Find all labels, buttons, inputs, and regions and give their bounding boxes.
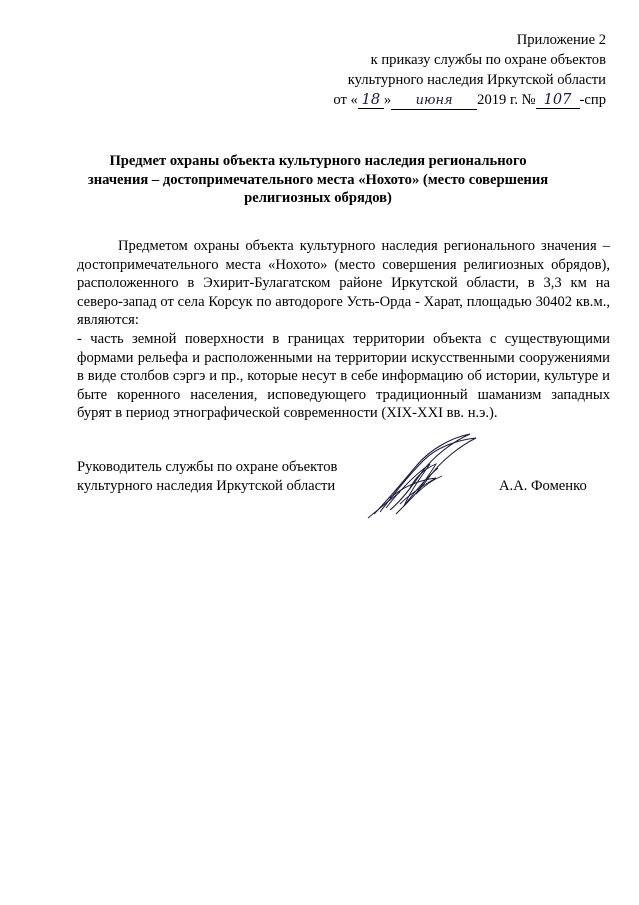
body-paragraph-intro: Предметом охраны объекта культурного наследия регионального значения – достопримечательного места «Нохото» (место совершения религиозных обрядов), расположенного в Эхирит-Булагатском районе Иркутской области, в 3,3 км на северо-запад от села Корсук по автодороге Усть-Орда - Харат, площадью 30402 кв.м., являются: — [77, 238, 610, 329]
signatory-role — [77, 458, 337, 496]
handwritten-order-number: 107 — [536, 92, 580, 109]
signatory-name: А.А. Фоменко — [499, 478, 587, 494]
appendix-header — [186, 30, 606, 110]
date-prefix: от « — [333, 92, 358, 108]
signatory-role-line1: Руководитель службы по охране объектов — [77, 459, 338, 475]
document-body — [77, 237, 610, 423]
document-title: Предмет охраны объекта культурного наследия регионального значения – достопримечательного места «Нохото» (место совершения религиозных обрядов) — [87, 153, 549, 206]
appendix-authority: культурного наследия Иркутской области — [347, 72, 606, 88]
appendix-number: Приложение 2 — [516, 32, 606, 48]
handwritten-day: 18 — [358, 92, 384, 109]
date-year: 2019 г. № — [477, 92, 536, 108]
appendix-date-line — [186, 90, 606, 110]
handwritten-signature — [360, 428, 485, 520]
order-suffix: -спр — [579, 92, 606, 108]
appendix-order-ref: к приказу службы по охране объектов — [370, 52, 606, 68]
body-paragraph-item: - часть земной поверхности в границах территории объекта с существующими формами рельефа и расположенными на территории искусственными сооружениями в виде столбов сэргэ и пр., которые несут в себе информацию об истории, культуре и быте коренного населения, исповедующего традиционный шаманизм западных бурят в период этнографической современности (XIX-XXI вв. н.э.). — [77, 330, 610, 422]
handwritten-month: июня — [391, 93, 477, 110]
date-mid: » — [383, 92, 392, 108]
signatory-role-line2: культурного наследия Иркутской области — [77, 478, 336, 494]
